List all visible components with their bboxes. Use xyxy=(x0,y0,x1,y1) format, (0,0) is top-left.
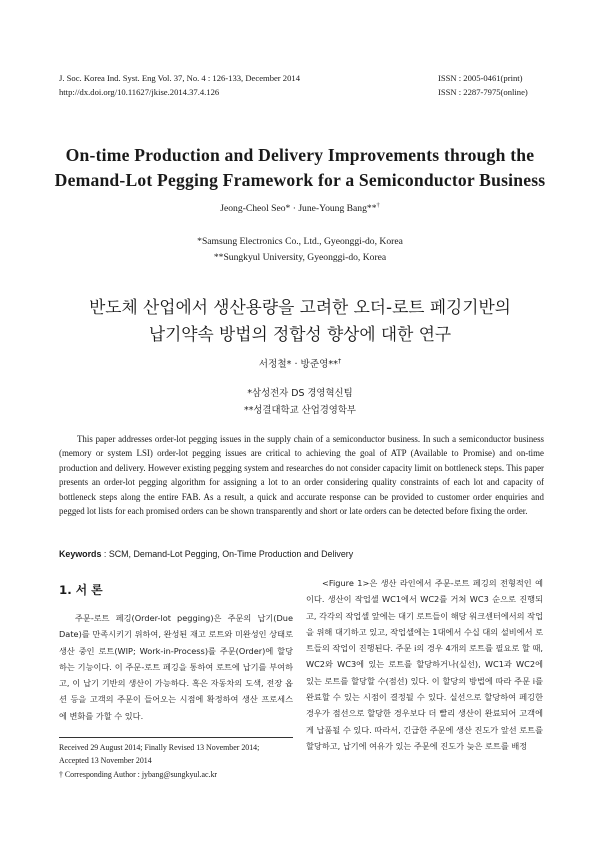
corresponding-mark: † xyxy=(376,202,380,209)
body-text-right-column: <Figure 1>은 생산 라인에서 주문-로트 페깅의 전형적인 예이다. 생산이 작업셀 WC1에서 WC2를 거쳐 WC3 순으로 진행되고, 각각의 작업셀 앞에는 대기 로트들이 해당 워크센터에서의 작업을 위해 대기하고 있고, 작업셀에는 1대에서 수십 대의 설비에서 로트들의 작업이 진행된다. 주문 i의 경우 4개의 로트를 필요로 할 때, WC2와 WC3에 있는 로트를 할당하거나(실선), WC1과 WC2에 있는 로트를 할당할 수(점선) 있다. 이 할당의 방법에 따라 주문 i를 완료할 수 있는 시점이 결정될 수 있다. 실선으로 할당하여 페깅한 경우가 점선으로 할당한 경우보다 더 빨리 생산이 완료되어 고객에게 납품될 수 있다. 따라서, 긴급한 주문에 생산 진도가 앞선 로트를 할당하고, 납기에 여유가 있는 주문에 진도가 늦은 로트를 배정 xyxy=(306,578,543,751)
title-en-line-1: On-time Production and Delivery Improvements through the xyxy=(65,145,535,165)
keywords-text: : SCM, Demand-Lot Pegging, On-Time Production and Delivery xyxy=(101,549,354,559)
journal-citation: J. Soc. Korea Ind. Syst. Eng Vol. 37, No. 4 : 126-133, December 2014 xyxy=(59,73,300,83)
body-text-left-column: 주문-로트 페깅(Order-lot pegging)은 주문의 납기(Due Date)를 만족시키기 위하여, 완성된 재고 로트와 미완성인 상태로 생산 중인 로트(WIP; Work-in-Process)를 주문(Order)에 할당하는 기능이다. 이 주문-로트 페깅을 통하여 로트에 납기를 부여하고, 이 납기 기반의 생산이 가능하다. 혹은 자동차의 도색, 전장 옵션 등을 고객의 주문이 들어오는 시점에 확정하여 생산 프로세스에 변화를 가할 수 있다. xyxy=(59,613,293,721)
section-heading-introduction: 1. 서 론 xyxy=(59,583,103,597)
affiliation-ko-2: **성결대학교 산업경영학부 xyxy=(244,405,356,416)
author-names-en: Jeong-Cheol Seo* · June-Young Bang** xyxy=(220,203,377,215)
title-en-line-2: Demand-Lot Pegging Framework for a Semiconductor Business xyxy=(54,170,546,190)
issn-block xyxy=(438,71,528,99)
affiliation-en-2: **Sungkyul University, Gyeonggi-do, Korea xyxy=(213,252,387,263)
authors-english xyxy=(0,202,600,214)
affiliations-korean xyxy=(0,385,600,419)
affiliations-english xyxy=(0,234,600,266)
accepted-date: Accepted 13 November 2014 xyxy=(59,756,152,766)
paper-title-korean xyxy=(30,294,570,348)
corresponding-author: † Corresponding Author : jybang@sungkyul.ac.kr xyxy=(59,769,218,779)
journal-header xyxy=(59,71,300,99)
keywords-label: Keywords xyxy=(59,549,102,559)
authors-korean xyxy=(0,356,600,370)
keywords xyxy=(59,549,544,559)
received-date: Received 29 August 2014; Finally Revised 13 November 2014; xyxy=(59,743,260,752)
paper-title-english xyxy=(30,143,570,193)
affiliation-ko-1: *삼성전자 DS 경영혁신팀 xyxy=(247,388,353,399)
issn-online: ISSN : 2287-7975(online) xyxy=(438,87,528,97)
affiliation-en-1: *Samsung Electronics Co., Ltd., Gyeonggi-do, Korea xyxy=(197,236,403,247)
doi-link[interactable]: http://dx.doi.org/10.11627/jkise.2014.37.4.126 xyxy=(59,87,220,97)
abstract: This paper addresses order-lot pegging issues in the supply chain of a semiconductor business. In such a semiconductor business (memory or system LSI) order-lot pegging issues are critical to achieving the goal of ATP (Available to Promise) and on-time production and delivery. However existing pegging system and researches do not consider capacity limit on bottleneck steps. This paper presents an order-lot pegging algorithm for assigning a lot to an order considering quality constraints of each lot and capacity of bottleneck steps along the entire FAB. As a result, a quick and accurate response can be provided to customer order enquiries and pegged lot lists for each promised orders can be shown transparently and short or late orders can be detected before fixing the order. xyxy=(59,434,544,517)
footnote xyxy=(59,741,299,781)
footnote-divider xyxy=(59,737,293,738)
issn-print: ISSN : 2005-0461(print) xyxy=(438,73,523,83)
title-ko-line-1: 반도체 산업에서 생산용량을 고려한 오더-로트 페깅기반의 xyxy=(89,297,511,317)
corresponding-mark-ko: † xyxy=(337,356,342,365)
title-ko-line-2: 납기약속 방법의 정합성 향상에 대한 연구 xyxy=(148,324,452,344)
author-names-ko: 서정철* · 방준영** xyxy=(258,359,338,370)
